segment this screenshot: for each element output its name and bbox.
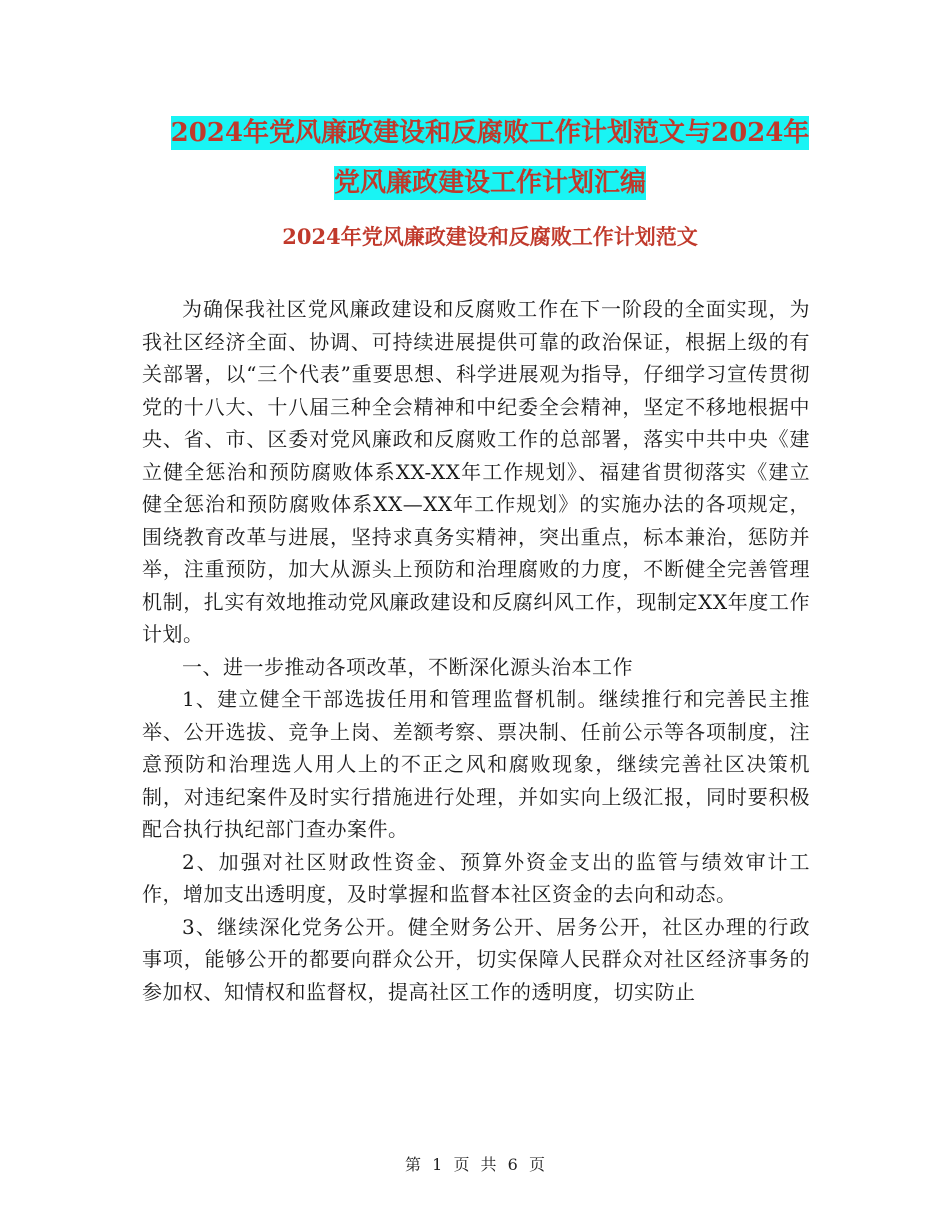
paragraph-item-1: 1、建立健全干部选拔任用和管理监督机制。继续推行和完善民主推举、公开选拔、竞争上岗、差额考察、票决制、任前公示等各项制度，注意预防和治理选人用人上的不正之风和腐败现象，继续完善社区决策机制，对违纪案件及时实行措施进行处理，并如实向上级汇报，同时要积极配合执行执纪部门查办案件。 [142,687,810,841]
paragraph-heading-1: 一、进一步推动各项改革，不断深化源头治本工作 [182,654,633,679]
document-title [140,108,840,208]
footer-prefix: 第 [405,1155,422,1174]
paragraph-intro: 为确保我社区党风廉政建设和反腐败工作在下一阶段的全面实现，为我社区经济全面、协调、可持续进展提供可靠的政治保证，根据上级的有关部署，以“三个代表”重要思想、科学进展观为指导，仔细学习宣传贯彻党的十八大、十八届三种全会精神和中纪委全会精神，坚定不移地根据中央、省、市、区委对党风廉政和反腐败工作的总部署，落实中共中央《建立健全惩治和预防腐败体系XX-XX年工作规划》、福建省贯彻落实《建立健全惩治和预防腐败体系XX—XX年工作规划》的实施办法的各项规定，围绕教育改革与进展，坚持求真务实精神，突出重点，标本兼治，惩防并举，注重预防，加大从源头上预防和治理腐败的力度，不断健全完善管理机制，扎实有效地推动党风廉政建设和反腐纠风工作，现制定XX年度工作计划。 [142,297,810,646]
footer-total-pages: 6 [507,1155,518,1174]
page-footer [0,1152,950,1175]
footer-page-number: 1 [432,1155,443,1174]
section-title: 2024年党风廉政建设和反腐败工作计划范文 [282,224,698,249]
footer-suffix: 页 [528,1155,545,1174]
paragraph-item-2: 2、加强对社区财政性资金、预算外资金支出的监管与绩效审计工作，增加支出透明度，及时掌握和监督本社区资金的去向和动态。 [142,849,810,906]
title-line-2: 党风廉政建设工作计划汇编 [333,168,646,198]
title-line-1: 2024年党风廉政建设和反腐败工作计划范文与2024年 [170,118,810,148]
paragraph-item-3: 3、继续深化党务公开。健全财务公开、居务公开，社区办理的行政事项，能够公开的都要向群众公开，切实保障人民群众对社区经济事务的参加权、知情权和监督权，提高社区工作的透明度，切实防止 [142,914,810,1004]
footer-page-label: 页 [453,1155,470,1174]
footer-total-label: 共 [480,1155,497,1174]
document-body [142,293,810,1008]
